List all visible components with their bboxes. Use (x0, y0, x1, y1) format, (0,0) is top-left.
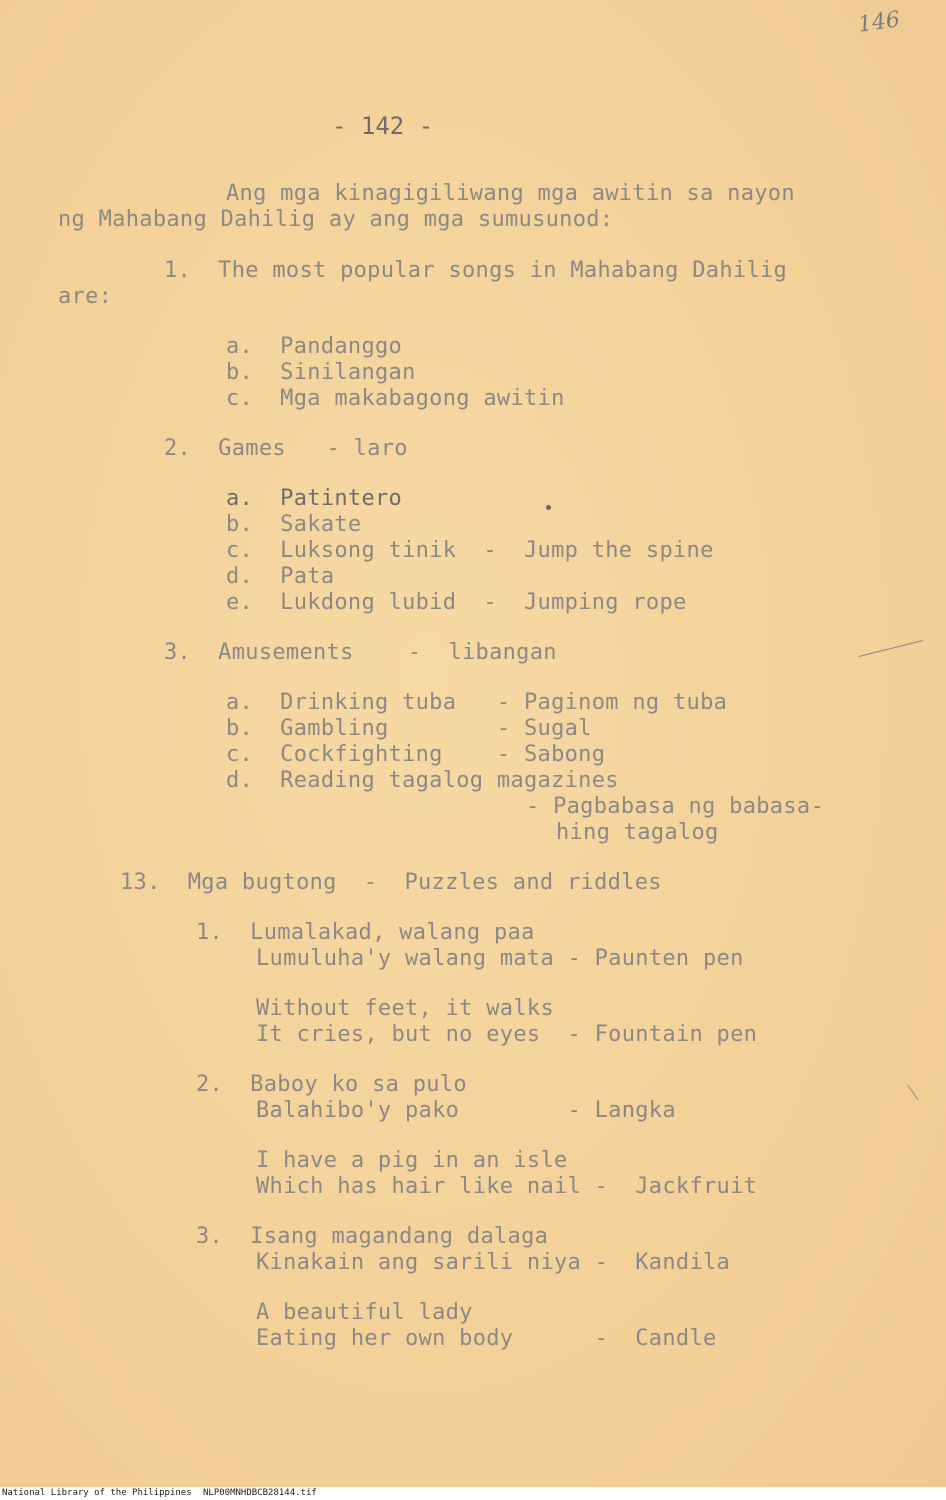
riddle-1-english-line-2: It cries, but no eyes - Fountain pen (256, 1022, 758, 1047)
riddle-2-line-1: 2. Baboy ko sa pulo (196, 1072, 467, 1097)
songs-item-a: a. Pandanggo (226, 334, 403, 359)
games-item-a: a. Patintero (226, 486, 403, 511)
footer-file-name: NLP00MNHDBCB28144.tif (203, 1488, 317, 1498)
archive-footer (0, 1487, 946, 1500)
games-item-c: c. Luksong tinik - Jump the spine (226, 538, 714, 563)
riddle-2-line-2: Balahibo'y pako - Langka (256, 1098, 676, 1123)
pencil-mark (859, 640, 923, 657)
intro-line-2: ng Mahabang Dahilig ay ang mga sumusunod: (58, 207, 614, 232)
page-number: - 142 - (332, 112, 434, 140)
handwritten-page-number: 146 (856, 7, 902, 38)
riddle-1-line-1: 1. Lumalakad, walang paa (196, 920, 535, 945)
ink-dot (546, 505, 551, 510)
songs-heading-line-1: 1. The most popular songs in Mahabang Dahilig (164, 258, 788, 283)
riddle-1-english-line-1: Without feet, it walks (256, 996, 554, 1021)
riddle-3-line-2: Kinakain ang sarili niya - Kandila (256, 1250, 731, 1275)
riddle-1-line-2: Lumuluha'y walang mata - Paunten pen (256, 946, 744, 971)
footer-library-name: National Library of the Philippines (2, 1488, 192, 1498)
riddles-heading: 13. Mga bugtong - Puzzles and riddles (120, 870, 662, 895)
amusements-item-d-line-2: - Pagbabasa ng babasa- (526, 794, 824, 819)
riddle-3-english-line-2: Eating her own body - Candle (256, 1326, 717, 1351)
amusements-item-c: c. Cockfighting - Sabong (226, 742, 606, 767)
amusements-item-d: d. Reading tagalog magazines (226, 768, 619, 793)
games-heading: 2. Games - laro (164, 436, 408, 461)
amusements-item-a: a. Drinking tuba - Paginom ng tuba (226, 690, 728, 715)
games-item-b: b. Sakate (226, 512, 362, 537)
amusements-item-d-line-3: hing tagalog (556, 820, 719, 845)
songs-item-b: b. Sinilangan (226, 360, 416, 385)
songs-heading-line-2: are: (58, 284, 113, 309)
games-item-e: e. Lukdong lubid - Jumping rope (226, 590, 687, 615)
riddle-3-line-1: 3. Isang magandang dalaga (196, 1224, 549, 1249)
riddle-2-english-line-1: I have a pig in an isle (256, 1148, 568, 1173)
riddle-3-english-line-1: A beautiful lady (256, 1300, 473, 1325)
games-item-d: d. Pata (226, 564, 335, 589)
pencil-mark (907, 1085, 918, 1100)
riddle-2-english-line-2: Which has hair like nail - Jackfruit (256, 1174, 758, 1199)
amusements-item-b: b. Gambling - Sugal (226, 716, 592, 741)
amusements-heading: 3. Amusements - libangan (164, 640, 557, 665)
intro-line-1: Ang mga kinagigiliwang mga awitin sa nayon (226, 181, 795, 206)
songs-item-c: c. Mga makabagong awitin (226, 386, 565, 411)
